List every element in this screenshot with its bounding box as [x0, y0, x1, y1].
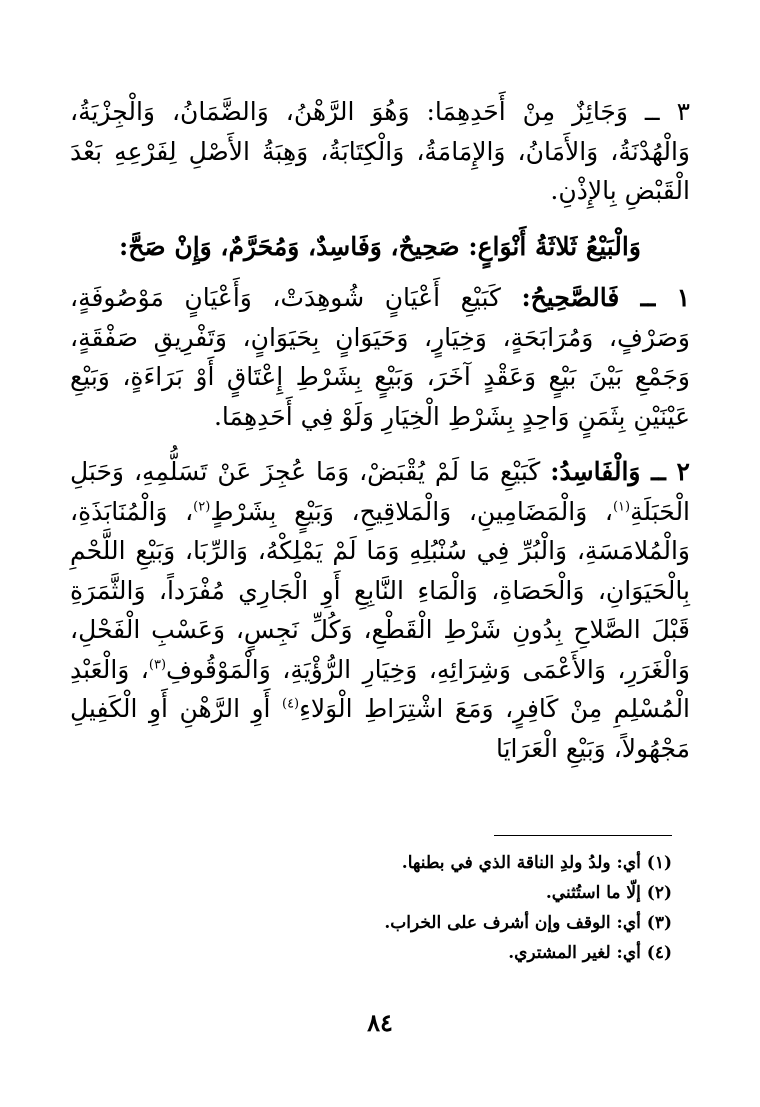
sale-types-heading-text: وَالْبَيْعُ ثَلاثَةُ أَنْوَاعٍ: صَحِيحٌ، وَفَاسِدٌ، وَمُحَرَّمٌ، وَإِنْ صَحَّ:: [119, 231, 641, 261]
page-number: ٨٤: [367, 1008, 393, 1037]
footnotes: [112, 848, 672, 968]
footnote-ref-4: (٤): [281, 696, 300, 712]
footnote-ref-3: (٣): [148, 657, 167, 673]
invalid-sale-text-5: أَوِ الرَّهْنِ أَوِ الْكَفِيلِ مَجْهُولاً، وَبَيْعِ الْعَرَايَا: [70, 694, 690, 763]
paragraph-invalid-sale: [70, 452, 690, 768]
footnote-4: (٤) أي: لغير المشتري.: [508, 943, 672, 963]
invalid-sale-text-4: ، وَالْعَبْدِ الْمُسْلِمِ مِنْ كَافِرٍ، وَمَعَ اشْتِرَاطِ الْوَلاءِ: [70, 654, 691, 723]
footnote-ref-1: (١): [612, 499, 631, 515]
paragraph-sale-types-heading: [70, 227, 690, 267]
invalid-sale-text-1: كَبَيْعِ مَا لَمْ يُقْبَضْ، وَمَا عُجِزَ عَنْ تَسَلُّمِهِ، وَحَبَلِ الْحَبَلَةِ: [70, 457, 691, 526]
page-body: [70, 92, 690, 768]
invalid-sale-text-3: ، وَالْمُنَابَذَةِ، وَالْمُلامَسَةِ، وَالْبُرِّ فِي سُنْبُلِهِ وَمَا لَمْ يَمْلِكْهُ، وَالرِّبَا، وَبَيْعِ اللَّحْمِ بِالْحَيَوَانِ، وَالْحَصَاةِ، وَالْمَاءِ النَّابِعِ أَوِ الْجَارِي مُفْرَداً، وَالثَّمَرَةِ قَبْلَ الصَّلاحِ بِدُونِ شَرْطِ الْقَطْعِ، وَكُلِّ نَجِسٍ، وَعَسْبِ الْفَحْلِ، وَالْغَرَرِ، وَالأَعْمَى وَشِرَائِهِ، وَخِيَارِ الرُّؤْيَةِ، وَالْمَوْقُوفِ: [70, 496, 690, 684]
valid-sale-body: كَبَيْعِ أَعْيَانٍ شُوهِدَتْ، وَأَعْيَانٍ مَوْصُوفَةٍ، وَصَرْفٍ، وَمُرَابَحَةٍ، وَخِيَارٍ، وَحَيَوَانٍ بِحَيَوَانٍ، وَتَفْرِيقِ صَفْقَةٍ، وَجَمْعِ بَيْنَ بَيْعٍ وَعَقْدٍ آخَرَ، وَبَيْعٍ بِشَرْطِ إِعْتَاقٍ أَوْ بَرَاءَةٍ، وَبَيْعِ عَيْنَيْنِ بِثَمَنٍ وَاحِدٍ بِشَرْطِ الْخِيَارِ وَلَوْ فِي أَحَدِهِمَا.: [70, 283, 690, 431]
valid-sale-lead: ١ ــ فَالصَّحِيحُ:: [521, 283, 691, 312]
footnote-1: (١) أي: ولدُ ولدِ الناقة الذي في بطنها.: [401, 853, 672, 873]
invalid-sale-text-2: ، وَالْمَضَامِينِ، وَالْمَلاقِيحِ، وَبَيْعٍ بِشَرْطٍ: [210, 496, 613, 526]
footnote-3: (٣) أي: الوقف وإن أشرف على الخراب.: [384, 913, 672, 933]
invalid-sale-lead: ٢ ــ وَالْفَاسِدُ:: [550, 457, 690, 486]
paragraph-valid-sale: [70, 278, 690, 436]
footnote-2: (٢) إلّا ما استُثني.: [545, 883, 672, 903]
footnote-separator: [494, 835, 672, 836]
footnote-ref-2: (٢): [193, 499, 211, 515]
paragraph-permissible-one-side: ٣ ــ وَجَائِزٌ مِنْ أَحَدِهِمَا: وَهُوَ الرَّهْنُ، وَالضَّمَانُ، وَالْجِزْيَةُ، وَالْهُدْنَةُ، وَالأَمَانُ، وَالإِمَامَةُ، وَالْكِتَابَةُ، وَهِبَةُ الأَصْلِ لِفَرْعِهِ بَعْدَ الْقَبْضِ بِالإِذْنِ.: [70, 97, 690, 205]
